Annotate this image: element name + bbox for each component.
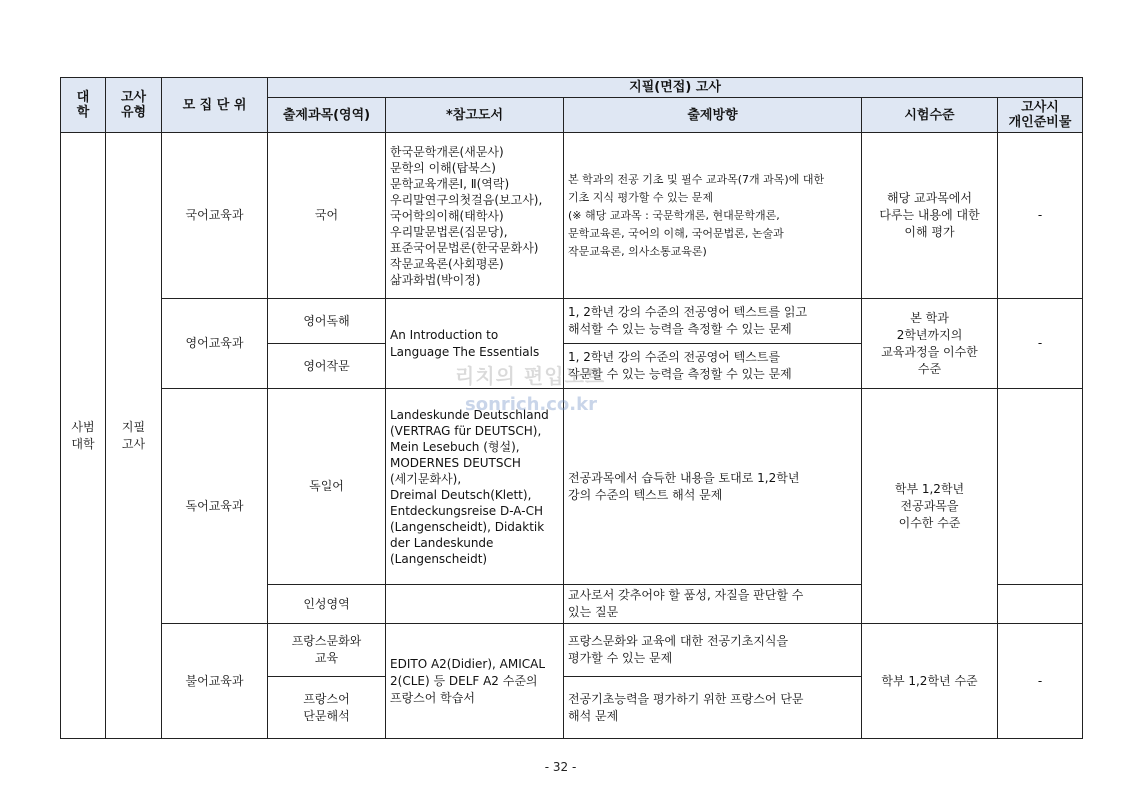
french-preparation: - xyxy=(998,624,1083,739)
exam-table xyxy=(60,77,1083,739)
german-direction-language: 전공과목에서 습득한 내용을 토대로 1,2학년 강의 수준의 텍스트 해석 문제 xyxy=(564,389,862,585)
header-subject: 출제과목(영역) xyxy=(268,98,386,133)
english-direction-reading: 1, 2학년 강의 수준의 전공영어 텍스트를 읽고 해석할 수 있는 능력을 측정할 수 있는 문제 xyxy=(564,299,862,344)
german-direction-character: 교사로서 갖추어야 할 품성, 자질을 판단할 수 있는 질문 xyxy=(564,585,862,624)
french-reference: EDITO A2(Didier), AMICAL 2(CLE) 등 DELF A2 수준의 프랑스어 학습서 xyxy=(386,624,564,739)
french-level: 학부 1,2학년 수준 xyxy=(862,624,998,739)
header-university: 대 학 xyxy=(61,78,106,133)
french-subject-culture: 프랑스문화와 교육 xyxy=(268,624,386,677)
french-direction-translation: 전공기초능력을 평가하기 위한 프랑스어 단문 해석 문제 xyxy=(564,677,862,739)
french-subject-translation: 프랑스어 단문해석 xyxy=(268,677,386,739)
english-unit: 영어교육과 xyxy=(162,299,268,389)
german-preparation-language xyxy=(998,389,1083,585)
english-subject-writing: 영어작문 xyxy=(268,344,386,389)
page-number: - 32 - xyxy=(544,760,577,774)
english-subject-reading: 영어독해 xyxy=(268,299,386,344)
german-unit: 독어교육과 xyxy=(162,389,268,624)
korean-subject: 국어 xyxy=(268,133,386,299)
english-direction-writing: 1, 2학년 강의 수준의 전공영어 텍스트를 작문할 수 있는 능력을 측정할 수 있는 문제 xyxy=(564,344,862,389)
college-cell: 사범 대학 xyxy=(61,133,106,739)
header-unit: 모 집 단 위 xyxy=(162,78,268,133)
korean-reference: 한국문학개론(새문사) 문학의 이해(탑북스) 문학교육개론Ⅰ, Ⅱ(역락) 우리말연구의첫걸음(보고사), 국어학의이해(태학사) 우리말문법론(집문당), 표준국어문법론(한국문화사) 작문교육론(사회평론) 삶과화법(박이정) xyxy=(386,133,564,299)
header-exam-type: 고사 유형 xyxy=(106,78,162,133)
korean-direction: 본 학과의 전공 기초 및 필수 교과목(7개 과목)에 대한 기초 지식 평가할 수 있는 문제 (※ 해당 교과목 : 국문학개론, 현대문학개론, 문학교육론, 국어의 이해, 국어문법론, 논술과 작문교육론, 의사소통교육론) xyxy=(564,133,862,299)
german-preparation-character xyxy=(998,585,1083,624)
german-reference: Landeskunde Deutschland (VERTRAG für DEUTSCH), Mein Lesebuch (형설), MODERNES DEUTSCH (세기문화사), Dreimal Deutsch(Klett), Entdeckungsreise D-A-CH (Langenscheidt), Didaktik der Landeskunde (Langenscheidt) xyxy=(386,389,564,585)
header-reference: *참고도서 xyxy=(386,98,564,133)
watermark-url: sonrich.co.kr xyxy=(465,394,597,415)
english-preparation: - xyxy=(998,299,1083,389)
german-subject-character: 인성영역 xyxy=(268,585,386,624)
watermark-title: 리치의 편입노트 xyxy=(455,364,606,388)
korean-level: 해당 교과목에서 다루는 내용에 대한 이해 평가 xyxy=(862,133,998,299)
header-level: 시험수준 xyxy=(862,98,998,133)
exam-type-cell: 지필 고사 xyxy=(106,133,162,739)
german-reference-character xyxy=(386,585,564,624)
english-reference: An Introduction to Language The Essentials xyxy=(386,299,564,389)
header-direction: 출제방향 xyxy=(564,98,862,133)
header-preparation: 고사시 개인준비물 xyxy=(998,98,1083,133)
korean-preparation: - xyxy=(998,133,1083,299)
german-subject-language: 독일어 xyxy=(268,389,386,585)
french-direction-culture: 프랑스문화와 교육에 대한 전공기초지식을 평가할 수 있는 문제 xyxy=(564,624,862,677)
header-group: 지필(면접) 고사 xyxy=(268,78,1083,98)
german-level: 학부 1,2학년 전공과목을 이수한 수준 xyxy=(862,389,998,624)
english-level: 본 학과 2학년까지의 교육과정을 이수한 수준 xyxy=(862,299,998,389)
french-unit: 불어교육과 xyxy=(162,624,268,739)
korean-unit: 국어교육과 xyxy=(162,133,268,299)
